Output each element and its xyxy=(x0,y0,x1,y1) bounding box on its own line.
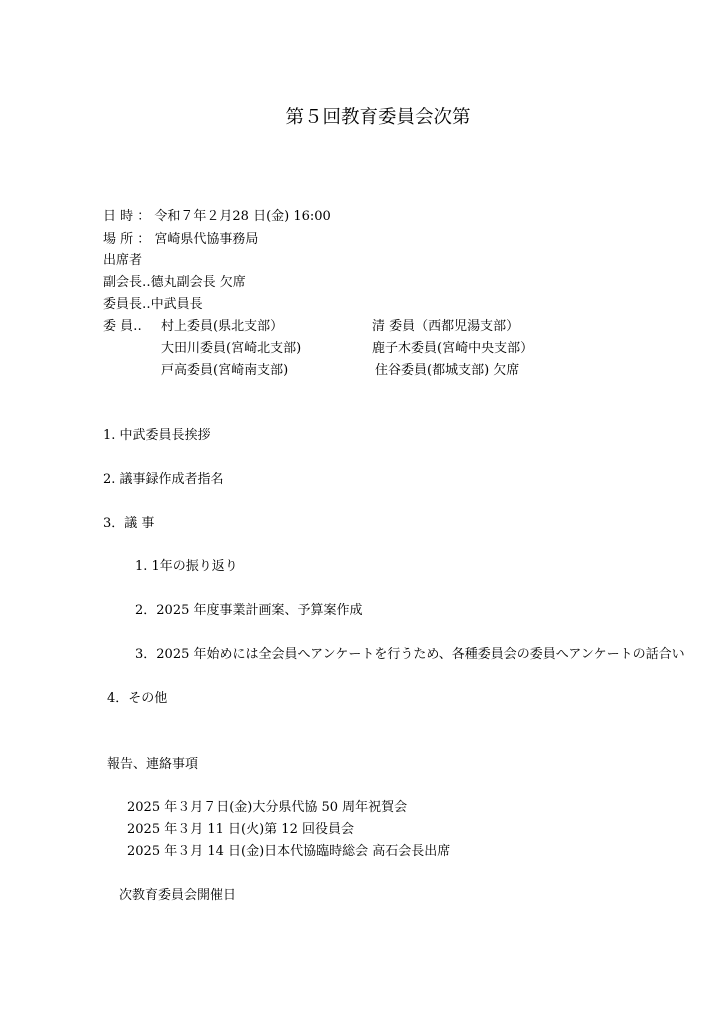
report-item: 2025 年３月７日(金)大分県代協 50 周年祝賀会 xyxy=(127,800,408,815)
sub-agenda-item: 2．2025 年度事業計画案、予算案作成 xyxy=(135,603,363,618)
agenda-item: 1. 中武委員長挨拶 xyxy=(103,428,211,443)
agenda-item: 2. 議事録作成者指名 xyxy=(103,472,224,487)
member-entry: 清 委員（西都児湯支部） xyxy=(372,319,520,334)
member-entry: 戸高委員(宮崎南支部) xyxy=(161,363,289,378)
sub-agenda-item: 3．2025 年始めには全会員へアンケートを行うため、各種委員会の委員へアンケートの話合い xyxy=(135,647,685,662)
members-label: 委 員‥ xyxy=(103,319,142,334)
reports-label: 報告、連絡事項 xyxy=(107,757,199,772)
sub-agenda-item: 1. 1年の振り返り xyxy=(135,559,238,574)
report-item: 2025 年３月 11 日(火)第 12 回役員会 xyxy=(127,822,354,837)
next-meeting-label: 次教育委員会開催日 xyxy=(119,888,237,903)
agenda-item-other: 4．その他 xyxy=(107,691,168,706)
agenda-item: 3．議 事 xyxy=(103,516,155,531)
chair-line: 委員長‥中武員長 xyxy=(103,297,203,312)
meeting-place: 場 所 ： 宮崎県代協事務局 xyxy=(103,232,259,247)
report-item: 2025 年３月 14 日(金)日本代協臨時総会 高石会長出席 xyxy=(127,844,451,859)
meeting-datetime: 日 時 ： 令和７年２月28 日(金) 16:00 xyxy=(103,209,331,224)
vice-president-line: 副会長‥德丸副会長 欠席 xyxy=(103,275,246,290)
member-entry: 村上委員(県北支部） xyxy=(161,319,284,334)
page-title: 第５回教育委員会次第 xyxy=(285,107,471,128)
member-entry: 住谷委員(都城支部) 欠席 xyxy=(375,363,520,378)
member-entry: 鹿子木委員(宮崎中央支部） xyxy=(372,341,534,356)
member-entry: 大田川委員(宮崎北支部) xyxy=(161,341,302,356)
attendees-label: 出席者 xyxy=(103,253,143,268)
